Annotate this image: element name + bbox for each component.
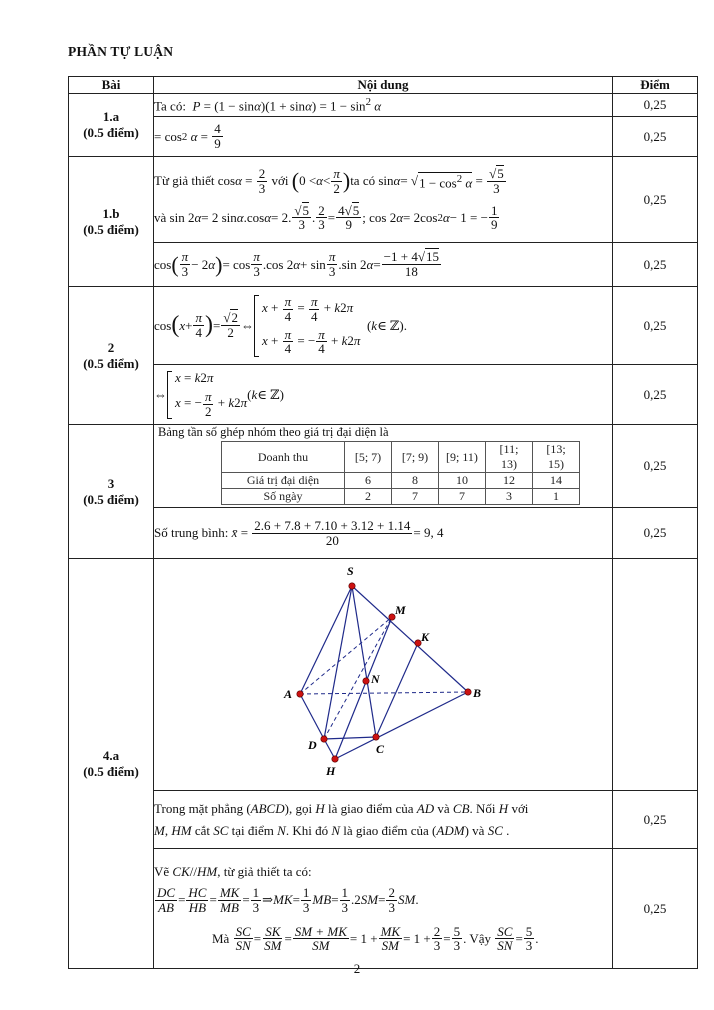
- answer-table: [68, 76, 698, 969]
- label-M: M: [395, 603, 406, 617]
- table-row: [69, 508, 698, 559]
- content-1a-line2: = cos 2 α = $\frac{4}{9}$: [154, 117, 613, 157]
- table-row: [69, 243, 698, 287]
- bai-2-cell: [69, 287, 154, 425]
- edge-DC: [324, 737, 376, 739]
- bai-1a-points: (0.5 điểm): [83, 125, 139, 140]
- edge-SC: [352, 586, 376, 737]
- bai-1b-points: (0.5 điểm): [83, 221, 139, 237]
- edge-DM-hidden: [324, 617, 392, 739]
- score-1a-2: 0,25: [613, 117, 698, 157]
- label-A: A: [284, 687, 293, 701]
- point-S: [349, 583, 355, 589]
- page-number: 2: [353, 961, 361, 976]
- point-N: [363, 678, 369, 684]
- edge-SB: [352, 586, 468, 692]
- table-row: [69, 425, 698, 508]
- figure-cell: [154, 559, 613, 791]
- table-row: [69, 94, 698, 117]
- bai-3-points: (0.5 điểm): [83, 491, 139, 507]
- label-S: S: [347, 564, 354, 578]
- label-D: D: [308, 738, 317, 752]
- content-2-line1: cos ( x + $\frac{\pi}{4}$ ) = $\frac{√2}{2}$ ⇔ x + $\frac{\pi}{4}$ = $\frac{\pi}{4}$ + k2π x + $\frac{\pi}{4}$ = − $\frac{\pi}{4}$ + k2π ( k ∈ ℤ).: [154, 287, 613, 365]
- point-D: [321, 736, 327, 742]
- score-1b-1: 0,25: [613, 157, 698, 243]
- label-C: C: [376, 742, 385, 756]
- score-2-1: 0,25: [613, 287, 698, 365]
- bai-1a-cell: [69, 94, 154, 157]
- score-2-2: 0,25: [613, 365, 698, 425]
- point-B: [465, 689, 471, 695]
- label-N: N: [371, 672, 380, 686]
- table-header-row: [69, 77, 698, 94]
- bai-3-cell: [69, 425, 154, 559]
- content-2-line2: ⇔ x = k2π x = − $\frac{\pi}{2}$ + k2π ( k ∈ ℤ): [154, 365, 613, 425]
- label-B: B: [473, 686, 482, 700]
- bai-4a-cell: [69, 559, 154, 969]
- bai-1a-label: 1.a: [102, 109, 120, 124]
- content-1b-line1: Từ giả thiết cos α = $\frac{2}{3}$ với ( 0 < α < $\frac{\pi}{2}$ ) ta có sin α = √ $1 - \cos^2 \alpha$ = $\frac{√5}{3}$ và sin 2 α = 2 sin α .cos α = 2. $\frac{√5}{3}$ . $\frac{2}{3}$ = $\frac{4√5}{9}$ ; cos 2 α = 2cos 2 α − 1 = − $\frac{1}{9}$: [154, 157, 613, 243]
- edge-HB: [335, 692, 468, 759]
- content-3-line1: [154, 425, 613, 508]
- score-4a-2: 0,25: [613, 849, 698, 969]
- table-row: [69, 117, 698, 157]
- table-row: [69, 365, 698, 425]
- bai-1b-label: 1.b: [102, 205, 120, 221]
- table-row: [69, 559, 698, 791]
- table-row: [69, 157, 698, 243]
- pyramid-figure: [154, 559, 613, 786]
- edge-SA: [300, 586, 352, 694]
- bai-2-points: (0.5 điểm): [83, 355, 139, 371]
- col-noi-dung: Nội dung: [154, 77, 613, 94]
- score-4a-1: 0,25: [613, 791, 698, 849]
- score-1a-1: 0,25: [613, 94, 698, 117]
- edge-AB-hidden: [300, 692, 468, 694]
- score-3-2: 0,25: [613, 508, 698, 559]
- freq-title: Bảng tần số ghép nhóm theo giá trị đại diện là: [158, 425, 389, 439]
- edge-CK: [376, 643, 418, 737]
- content-1a-line1: Ta có: $P = (1 - \sin\alpha)(1 + \sin\alpha) = 1 - \sin^2 \alpha$: [154, 94, 613, 117]
- edge-AD: [300, 694, 324, 739]
- content-4a-text2: Vẽ CK // HM , từ giả thiết ta có: $\frac{DC}{AB}$ = $\frac{HC}{HB}$ = $\frac{MK}{MB}$ = $\frac{1}{3}$ ⇒ MK = $\frac{1}{3}$ MB = $\frac{1}{3}$ .2 SM = $\frac{2}{3}$ SM . Mà $\frac{SC}{SN}$ = $\frac{SK}{SM}$ = $\frac{SM + MK}{SM}$ = 1 + $\frac{MK}{SM}$ = 1 + $\frac{2}{3}$ = $\frac{5}{3}$ . Vậy $\frac{SC}{SN}$ = $\frac{5}{3}$ .: [154, 849, 613, 969]
- col-diem: Điểm: [613, 77, 698, 94]
- bai-4a-points: (0.5 điểm): [83, 763, 139, 779]
- bai-4a-label: 4.a: [102, 747, 120, 763]
- frequency-table: Doanh thu [5; 7) [7; 9) [9; 11) [11; 13) [13; 15) Giá trị đại diện 6 8 10 12 14 Số ngày 2 7 7 3 1: [221, 441, 580, 505]
- content-1b-line2: cos ( $\frac{\pi}{3}$ − 2 α ) = cos $\frac{\pi}{3}$ .cos 2 α + sin $\frac{\pi}{3}$ .sin 2 α = $\frac{-1 + 4√15}{18}$: [154, 243, 613, 287]
- bai-1b-cell: [69, 157, 154, 287]
- content-4a-text1: Trong mặt phẳng ( ABCD ) , gọi H là giao điểm của AD và CB . Nối H với M , HM cắt SC tại điểm N . Khi đó N là giao điểm của ( ADM ) và SC .: [154, 791, 613, 849]
- bai-3-label: 3: [107, 475, 115, 491]
- table-row: [69, 791, 698, 849]
- point-A: [297, 691, 303, 697]
- point-H: [332, 756, 338, 762]
- point-C: [373, 734, 379, 740]
- col-bai: Bài: [69, 77, 154, 94]
- table-row: [69, 287, 698, 365]
- table-row: [69, 849, 698, 969]
- bai-2-label: 2: [107, 339, 115, 355]
- label-H: H: [326, 764, 336, 778]
- content-3-line2: Số trung bình: x̄ = $\frac{2.6 + 7.8 + 7.10 + 3.12 + 1.14}{20}$ = 9, 4: [154, 508, 613, 559]
- score-3-1: 0,25: [613, 425, 698, 508]
- label-K: K: [421, 630, 430, 644]
- score-4a-figure: [613, 559, 698, 791]
- score-1b-2: 0,25: [613, 243, 698, 287]
- section-heading: PHẦN TỰ LUẬN: [68, 44, 174, 59]
